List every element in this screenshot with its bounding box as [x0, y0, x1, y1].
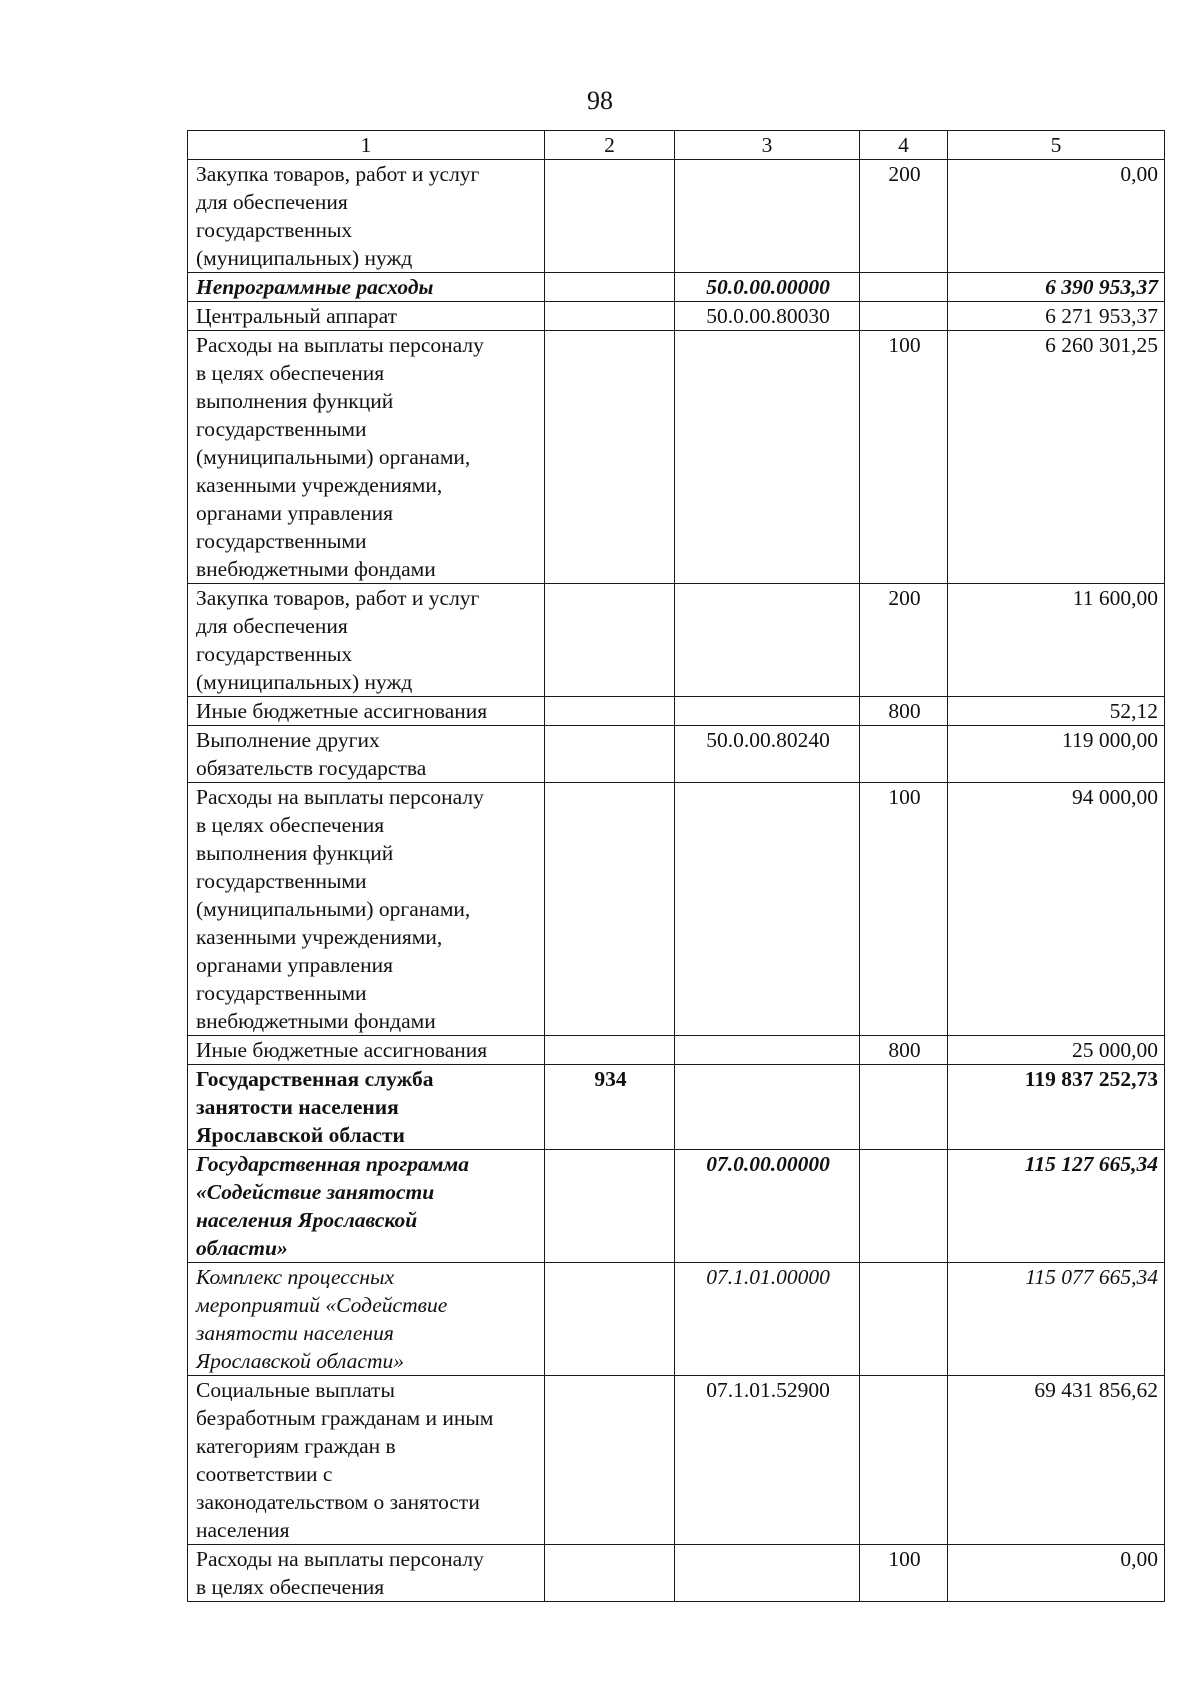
table-row	[188, 1036, 1165, 1065]
table-row	[188, 1065, 1165, 1150]
table-row	[188, 331, 1165, 584]
column-header-2: 2	[545, 131, 675, 160]
ministry-code-cell	[545, 273, 675, 302]
amount-cell: 11 600,00	[948, 584, 1165, 697]
ministry-code-cell	[545, 302, 675, 331]
target-article-cell: 07.1.01.52900	[675, 1376, 860, 1545]
target-article-cell: 50.0.00.00000	[675, 273, 860, 302]
row-name-cell: Государственная служба занятости населения Ярославской области	[188, 1065, 545, 1150]
table-row	[188, 1545, 1165, 1602]
target-article-cell	[675, 1065, 860, 1150]
target-article-cell: 07.0.00.00000	[675, 1150, 860, 1263]
table-row	[188, 697, 1165, 726]
row-name-cell: Иные бюджетные ассигнования	[188, 697, 545, 726]
expense-type-cell: 800	[860, 697, 948, 726]
expense-type-cell: 200	[860, 584, 948, 697]
amount-cell: 94 000,00	[948, 783, 1165, 1036]
expense-type-cell	[860, 302, 948, 331]
amount-cell: 0,00	[948, 1545, 1165, 1602]
table-body	[188, 131, 1165, 1602]
table-row	[188, 1263, 1165, 1376]
row-name-cell: Государственная программа «Содействие занятости населения Ярославской области»	[188, 1150, 545, 1263]
row-name-cell: Расходы на выплаты персоналу в целях обеспечения выполнения функций государственными (муниципальными) органами, казенными учреждениями, органами управления государственными внебюджетными фондами	[188, 783, 545, 1036]
expense-type-cell	[860, 1263, 948, 1376]
amount-cell: 52,12	[948, 697, 1165, 726]
expense-type-cell	[860, 1065, 948, 1150]
amount-cell: 0,00	[948, 160, 1165, 273]
ministry-code-cell	[545, 1150, 675, 1263]
row-name-cell: Комплекс процессных мероприятий «Содействие занятости населения Ярославской области»	[188, 1263, 545, 1376]
target-article-cell: 07.1.01.00000	[675, 1263, 860, 1376]
amount-cell: 115 127 665,34	[948, 1150, 1165, 1263]
row-name-cell: Социальные выплаты безработным гражданам и иным категориям граждан в соответствии с законодательством о занятости населения	[188, 1376, 545, 1545]
expense-type-cell	[860, 726, 948, 783]
column-header-4: 4	[860, 131, 948, 160]
table-header-row	[188, 131, 1165, 160]
target-article-cell	[675, 331, 860, 584]
expense-type-cell: 800	[860, 1036, 948, 1065]
ministry-code-cell: 934	[545, 1065, 675, 1150]
column-header-5: 5	[948, 131, 1165, 160]
table-row	[188, 1150, 1165, 1263]
table-row	[188, 273, 1165, 302]
ministry-code-cell	[545, 783, 675, 1036]
expense-type-cell: 100	[860, 783, 948, 1036]
expense-type-cell	[860, 1376, 948, 1545]
target-article-cell: 50.0.00.80030	[675, 302, 860, 331]
expense-type-cell: 100	[860, 331, 948, 584]
table-row	[188, 160, 1165, 273]
target-article-cell	[675, 160, 860, 273]
ministry-code-cell	[545, 1376, 675, 1545]
row-name-cell: Расходы на выплаты персоналу в целях обеспечения	[188, 1545, 545, 1602]
amount-cell: 6 260 301,25	[948, 331, 1165, 584]
row-name-cell: Иные бюджетные ассигнования	[188, 1036, 545, 1065]
ministry-code-cell	[545, 331, 675, 584]
table-row	[188, 1376, 1165, 1545]
table-row	[188, 783, 1165, 1036]
expense-type-cell: 100	[860, 1545, 948, 1602]
target-article-cell	[675, 1545, 860, 1602]
amount-cell: 119 000,00	[948, 726, 1165, 783]
ministry-code-cell	[545, 160, 675, 273]
column-header-1: 1	[188, 131, 545, 160]
amount-cell: 115 077 665,34	[948, 1263, 1165, 1376]
amount-cell: 69 431 856,62	[948, 1376, 1165, 1545]
row-name-cell: Расходы на выплаты персоналу в целях обеспечения выполнения функций государственными (муниципальными) органами, казенными учреждениями, органами управления государственными внебюджетными фондами	[188, 331, 545, 584]
target-article-cell	[675, 1036, 860, 1065]
row-name-cell: Закупка товаров, работ и услуг для обеспечения государственных (муниципальных) нужд	[188, 160, 545, 273]
ministry-code-cell	[545, 584, 675, 697]
page-number: 98	[587, 86, 613, 115]
ministry-code-cell	[545, 697, 675, 726]
ministry-code-cell	[545, 1545, 675, 1602]
row-name-cell: Непрограммные расходы	[188, 273, 545, 302]
target-article-cell	[675, 584, 860, 697]
amount-cell: 6 271 953,37	[948, 302, 1165, 331]
target-article-cell	[675, 697, 860, 726]
table-row	[188, 302, 1165, 331]
ministry-code-cell	[545, 1263, 675, 1376]
amount-cell: 25 000,00	[948, 1036, 1165, 1065]
amount-cell: 6 390 953,37	[948, 273, 1165, 302]
table-row	[188, 584, 1165, 697]
target-article-cell	[675, 783, 860, 1036]
ministry-code-cell	[545, 726, 675, 783]
expense-type-cell	[860, 1150, 948, 1263]
amount-cell: 119 837 252,73	[948, 1065, 1165, 1150]
table-row	[188, 726, 1165, 783]
expense-type-cell: 200	[860, 160, 948, 273]
column-header-3: 3	[675, 131, 860, 160]
target-article-cell: 50.0.00.80240	[675, 726, 860, 783]
row-name-cell: Центральный аппарат	[188, 302, 545, 331]
ministry-code-cell	[545, 1036, 675, 1065]
row-name-cell: Закупка товаров, работ и услуг для обеспечения государственных (муниципальных) нужд	[188, 584, 545, 697]
budget-table	[187, 130, 1165, 1602]
expense-type-cell	[860, 273, 948, 302]
row-name-cell: Выполнение других обязательств государства	[188, 726, 545, 783]
